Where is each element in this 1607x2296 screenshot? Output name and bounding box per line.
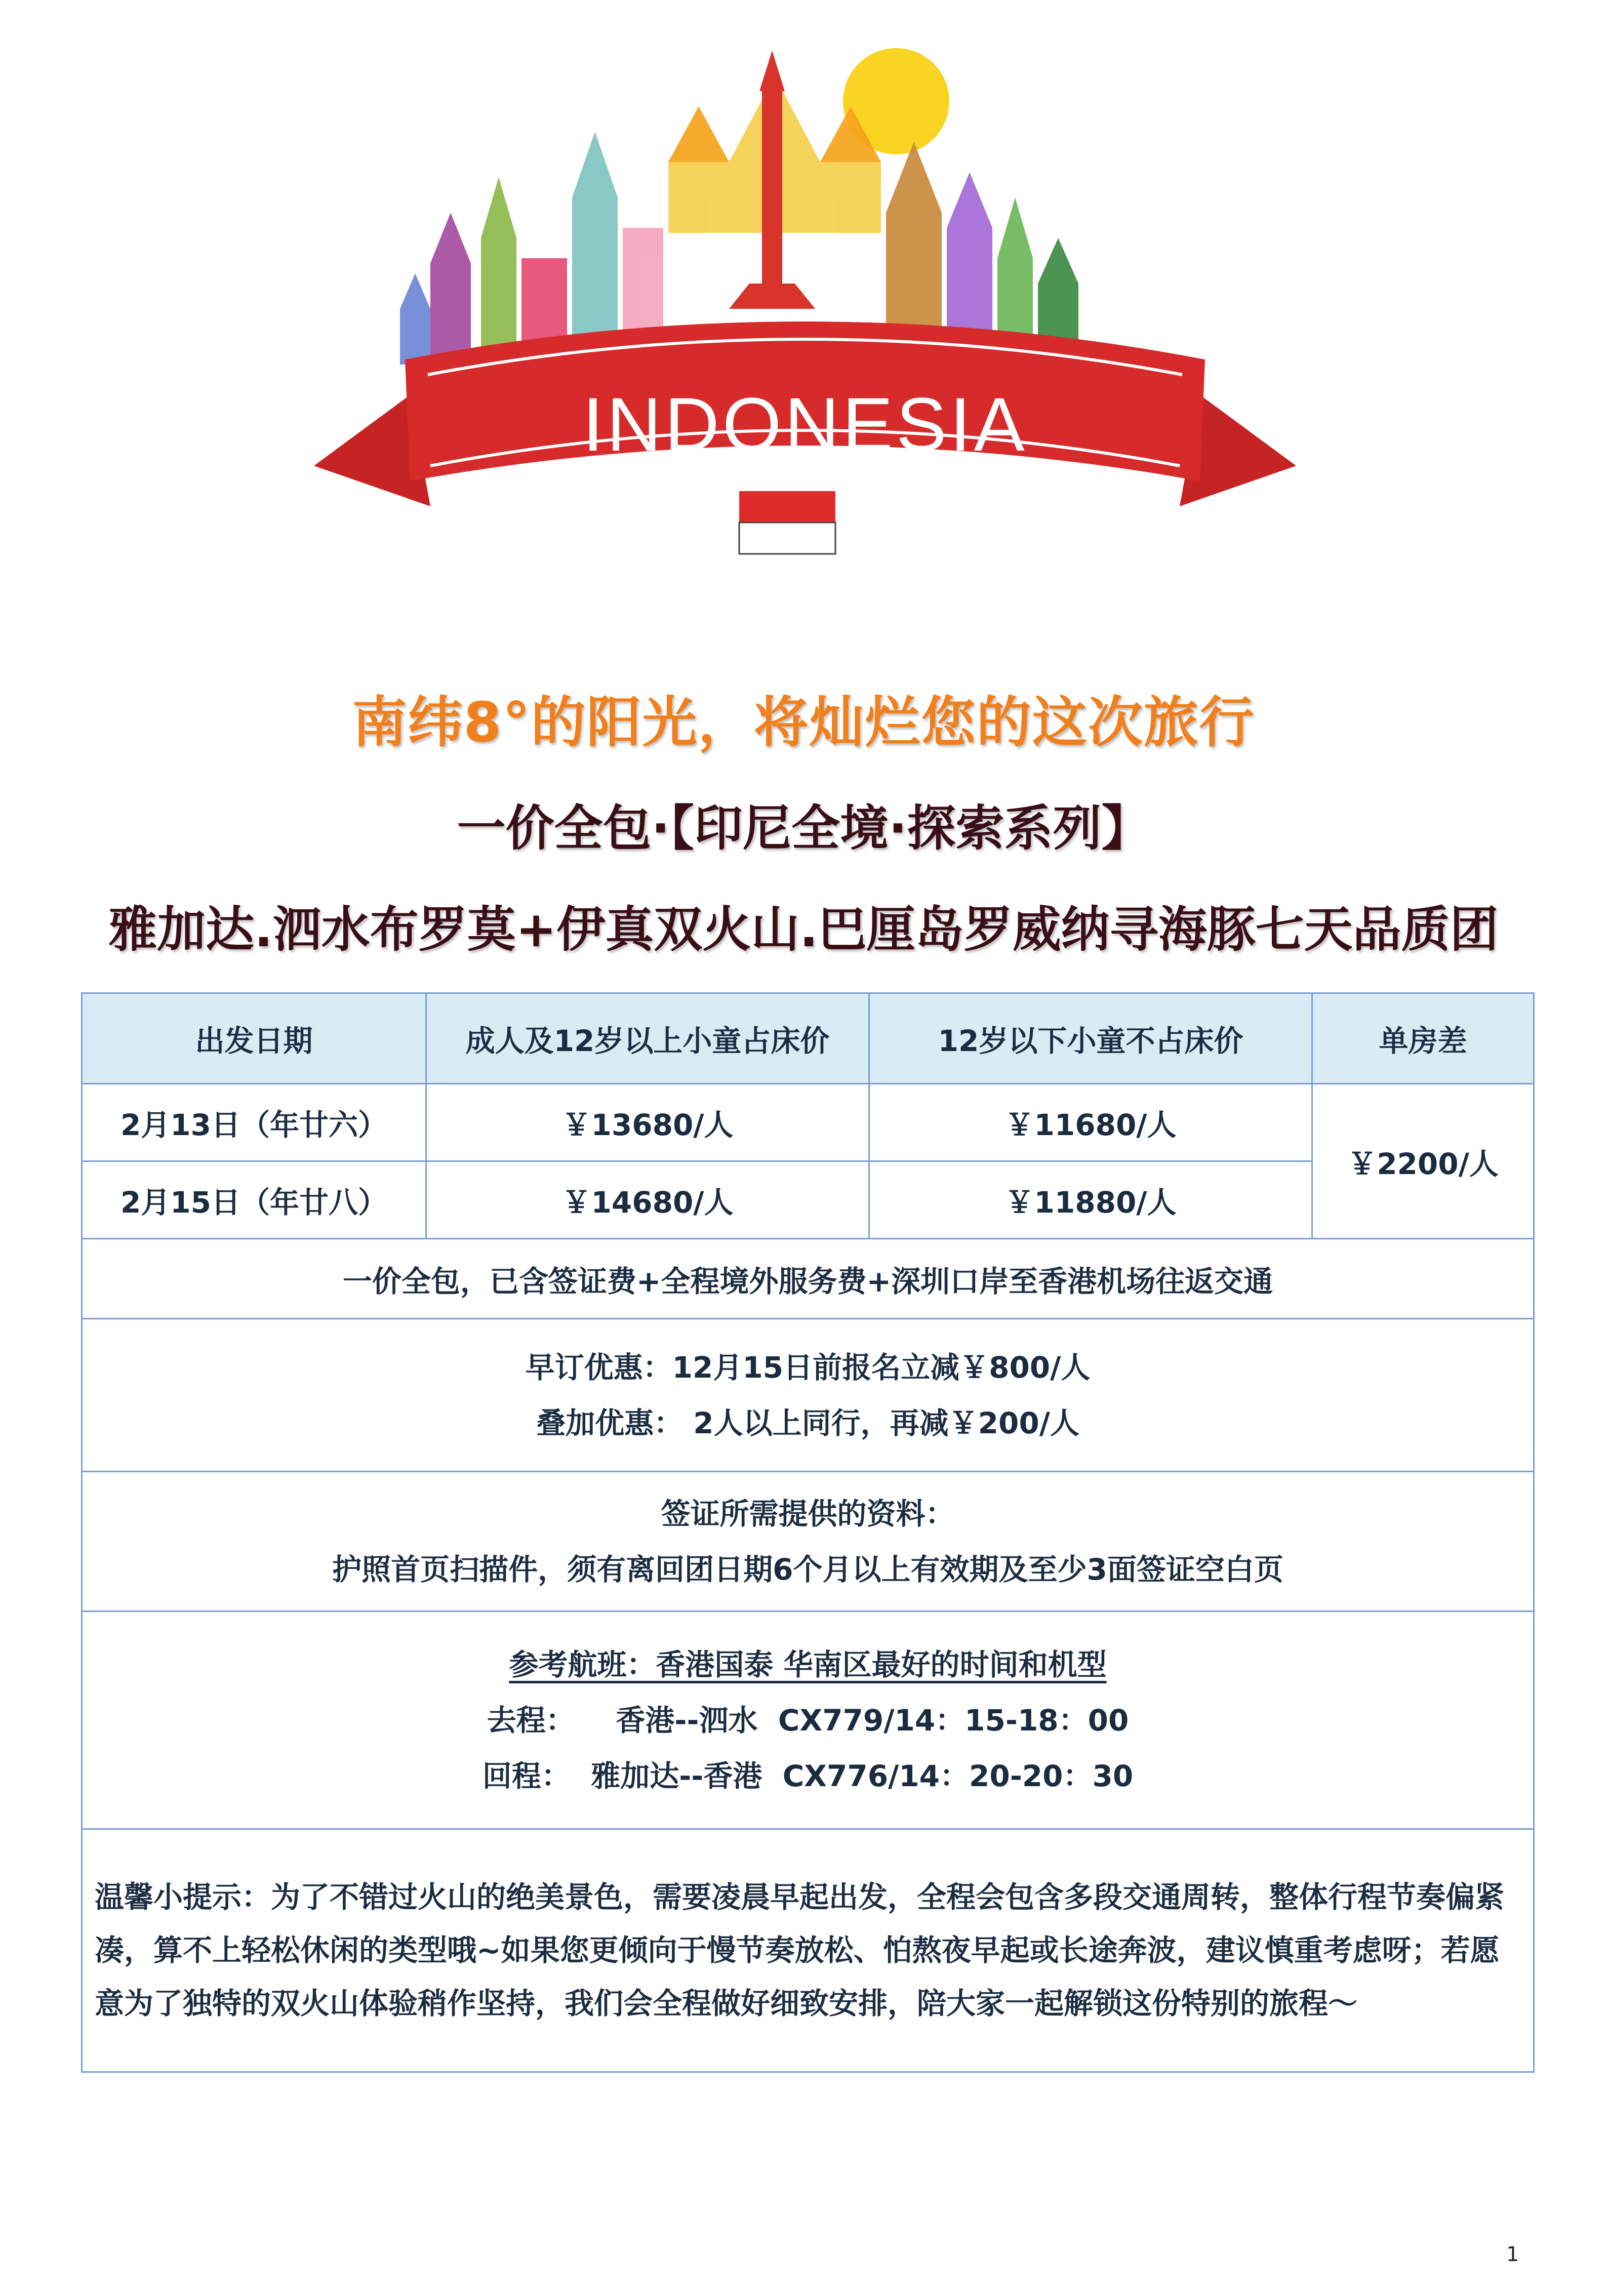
inclusions-row: [82, 1239, 1534, 1319]
headline: 南纬8°的阳光，将灿烂您的这次旅行: [352, 691, 1255, 754]
single-supplement: ￥2200/人: [1312, 1084, 1534, 1239]
landmark-skyline-icon: [400, 76, 1078, 365]
visa-detail: 护照首页扫描件，须有离回团日期6个月以上有效期及至少3面签证空白页: [332, 1552, 1283, 1587]
subtitle: 一价全包·【印尼全境·探索系列】: [457, 800, 1150, 857]
travel-tip: 温馨小提示：为了不错过火山的绝美景色，需要凌晨早起出发，全程会包含多段交通周转，整体行程节奏偏紧凑，算不上轻松休闲的类型哦~如果您更倾向于慢节奏放松、怕熬夜早起或长途奔波，建议慎重考虑呀；若愿意为了独特的双火山体验稍作坚持，我们会全程做好细致安排，陪大家一起解锁这份特别的旅程～: [82, 1829, 1534, 2072]
indonesia-flag-icon: [739, 491, 835, 554]
promo-row: [82, 1319, 1534, 1472]
early-bird-promo: 早订优惠：12月15日前报名立减￥800/人: [525, 1350, 1091, 1385]
adult-price: ￥14680/人: [426, 1161, 869, 1239]
header-single-supplement: 单房差: [1312, 993, 1534, 1084]
header-adult-price: 成人及12岁以上小童占床价: [426, 993, 869, 1084]
flights-row: [82, 1612, 1534, 1829]
table-row: [82, 1084, 1534, 1161]
tip-row: [82, 1829, 1534, 2072]
page-number: 1: [1506, 2243, 1519, 2266]
group-promo: 叠加优惠： 2人以上同行，再减￥200/人: [536, 1405, 1079, 1440]
table-header-row: [82, 993, 1534, 1084]
child-price: ￥11680/人: [869, 1084, 1312, 1161]
header-child-price: 12岁以下小童不占床价: [869, 993, 1312, 1084]
visa-row: [82, 1472, 1534, 1612]
header-departure-date: 出发日期: [82, 993, 426, 1084]
visa-title: 签证所需提供的资料：: [661, 1496, 955, 1531]
child-price: ￥11880/人: [869, 1161, 1312, 1239]
route-title: 雅加达.泗水布罗莫+伊真双火山.巴厘岛罗威纳寻海豚七天品质团: [108, 901, 1499, 958]
inclusions-text: 一价全包，已含签证费+全程境外服务费+深圳口岸至香港机场往返交通: [82, 1239, 1534, 1319]
departure-date: 2月13日（年廿六）: [82, 1084, 426, 1161]
outbound-flight: 去程： 香港--泗水 CX779/14：15-18：00: [487, 1703, 1129, 1738]
banner-text: INDONESIA: [582, 382, 1028, 467]
return-flight: 回程： 雅加达--香港 CX776/14：20-20：30: [482, 1758, 1134, 1793]
flights-title: 参考航班：香港国泰 华南区最好的时间和机型: [509, 1647, 1107, 1682]
departure-date: 2月15日（年廿八）: [82, 1161, 426, 1239]
adult-price: ￥13680/人: [426, 1084, 869, 1161]
price-table: [81, 992, 1535, 2073]
indonesia-banner-illustration: [314, 46, 1296, 577]
